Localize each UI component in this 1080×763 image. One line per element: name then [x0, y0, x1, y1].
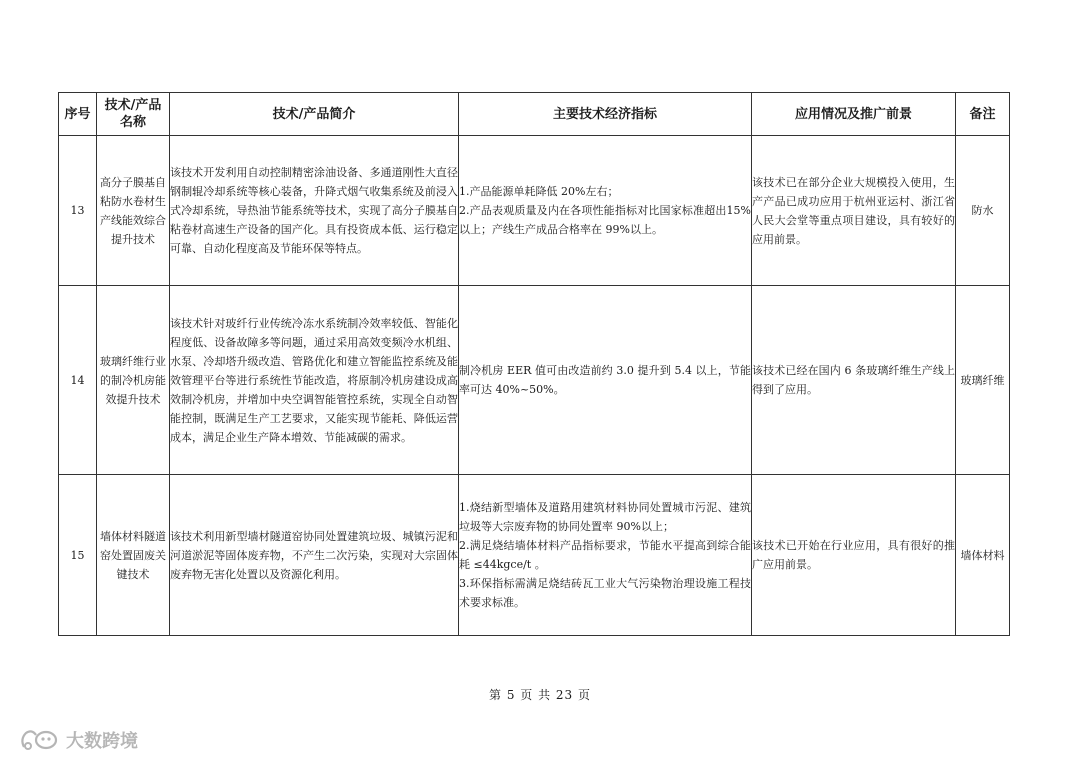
row-name: 高分子膜基自粘防水卷材生产线能效综合提升技术	[97, 136, 170, 286]
row-intro: 该技术开发利用自动控制精密涂油设备、多通道刚性大直径钢制辊冷却系统等核心装备，升降式烟气收集系统及前浸入式冷却系统，导热油节能系统等技术，实现了高分子膜基自粘卷材高速生产设备的国产化。具有投资成本低、运行稳定可靠、自动化程度高及节能环保等特点。	[170, 136, 459, 286]
header-indicators: 主要技术经济指标	[459, 93, 752, 136]
watermark	[18, 727, 138, 753]
watermark-text: 大数跨境	[66, 731, 138, 752]
row-intro: 该技术利用新型墙材隧道窑协同处置建筑垃圾、城镇污泥和河道淤泥等固体废弃物，不产生二次污染，实现对大宗固体废弃物无害化处置以及资源化利用。	[170, 475, 459, 636]
row-indicators: 1.产品能源单耗降低 20%左右； 2.产品表观质量及内在各项性能指标对比国家标准超出15%以上；产线生产成品合格率在 99%以上。	[459, 136, 752, 286]
row-name: 墙体材料隧道窑处置固废关键技术	[97, 475, 170, 636]
header-no: 序号	[59, 93, 97, 136]
watermark-logo-icon	[18, 727, 60, 753]
technology-table	[58, 92, 1010, 636]
row-no: 15	[59, 475, 97, 636]
row-name: 玻璃纤维行业的制冷机房能效提升技术	[97, 286, 170, 475]
row-remark: 防水	[956, 136, 1010, 286]
row-application: 该技术已在部分企业大规模投入使用，生产产品已成功应用于杭州亚运村、浙江省人民大会堂等重点项目建设，具有较好的应用前景。	[752, 136, 956, 286]
row-intro: 该技术针对玻纤行业传统冷冻水系统制冷效率较低、智能化程度低、设备故障多等问题，通过采用高效变频冷水机组、水泵、冷却塔升级改造、管路优化和建立智能监控系统及能效管理平台等进行系统性节能改造，将原制冷机房建设成高效制冷机房，并增加中央空调智能管控系统，实现全自动智能控制，既满足生产工艺要求，又能实现节能耗、降低运营成本，满足企业生产降本增效、节能减碳的需求。	[170, 286, 459, 475]
header-name: 技术/产品 名称	[97, 93, 170, 136]
header-remark: 备注	[956, 93, 1010, 136]
row-remark: 墙体材料	[956, 475, 1010, 636]
row-indicators: 1.烧结新型墙体及道路用建筑材料协同处置城市污泥、建筑垃圾等大宗废弃物的协同处置率 90%以上； 2.满足烧结墙体材料产品指标要求，节能水平提高到综合能耗 ≤44kgce/t 。 3.环保指标需满足烧结砖瓦工业大气污染物治理设施工程技术要求标准。	[459, 475, 752, 636]
row-no: 14	[59, 286, 97, 475]
row-application: 该技术已经在国内 6 条玻璃纤维生产线上得到了应用。	[752, 286, 956, 475]
table-header-row	[59, 93, 1010, 136]
row-remark: 玻璃纤维	[956, 286, 1010, 475]
table-row	[59, 475, 1010, 636]
page-number: 第 5 页 共 23 页	[489, 688, 591, 702]
header-intro: 技术/产品简介	[170, 93, 459, 136]
row-application: 该技术已开始在行业应用，具有很好的推广应用前景。	[752, 475, 956, 636]
row-no: 13	[59, 136, 97, 286]
table-row	[59, 136, 1010, 286]
table-row	[59, 286, 1010, 475]
row-indicators: 制冷机房 EER 值可由改造前约 3.0 提升到 5.4 以上，节能率可达 40%~50%。	[459, 286, 752, 475]
header-application: 应用情况及推广前景	[752, 93, 956, 136]
